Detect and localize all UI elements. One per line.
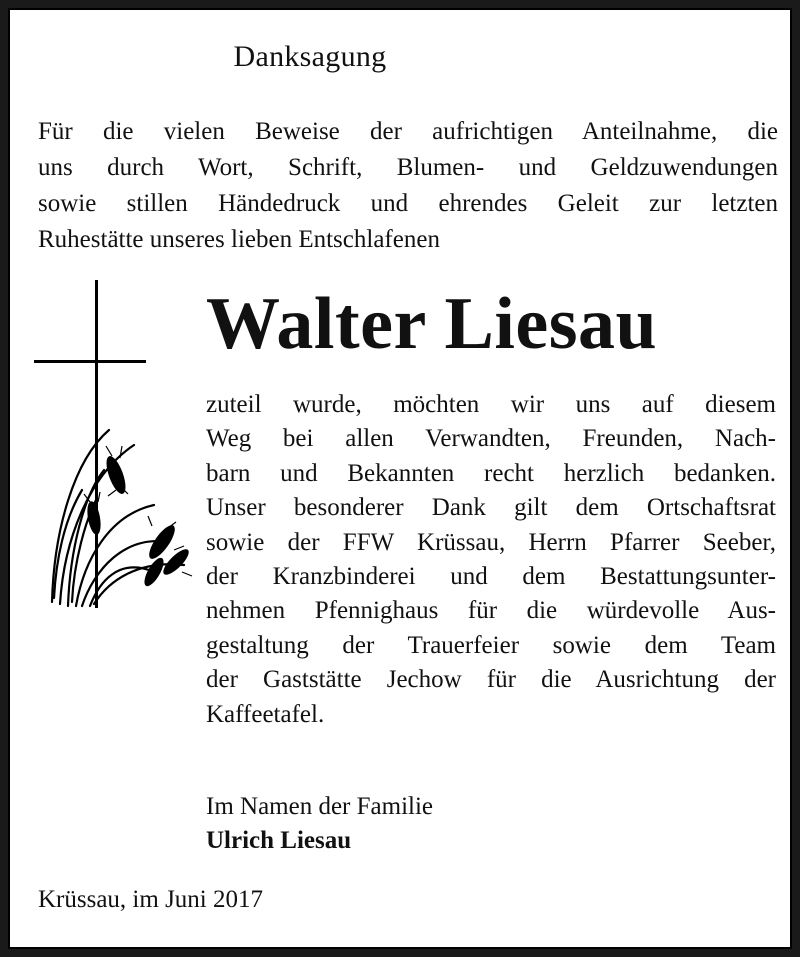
body-line: barn und Bekannten recht herzlich bedanken. [206,459,776,487]
body-line: Unser besonderer Dank gilt dem Ortschaftsrat [206,494,776,522]
body-paragraph [206,388,776,732]
deceased-name: Walter Liesau [206,283,658,365]
cross-with-grain-icon [34,280,194,620]
intro-line: uns durch Wort, Schrift, Blumen- und Geldzuwendungen [38,154,778,181]
body-line: gestaltung der Trauerfeier sowie dem Team [206,631,776,659]
notice-title: Danksagung [233,40,387,73]
intro-paragraph [38,114,778,258]
in-name-of-family: Im Namen der Familie [206,793,434,820]
body-line: Weg bei allen Verwandten, Freunden, Nach- [206,425,776,453]
intro-line: Für die vielen Beweise der aufrichtigen Anteilnahme, die [38,118,778,145]
body-line: der Gaststätte Jechow für die Ausrichtung der [206,666,776,694]
intro-line: Ruhestätte unseres lieben Entschlafenen [38,226,440,253]
signer-name: Ulrich Liesau [206,827,352,854]
closing-block [206,790,433,858]
body-line: Kaffeetafel. [206,700,325,728]
body-line: sowie der FFW Krüssau, Herrn Pfarrer Seeber, [206,528,776,556]
body-line: zuteil wurde, möchten wir uns auf diesem [206,391,776,418]
body-line: der Kranzbinderei und dem Bestattungsunter- [206,563,776,591]
body-line: nehmen Pfennighaus für die würdevolle Aus- [206,597,776,625]
intro-line: sowie stillen Händedruck und ehrendes Geleit zur letzten [38,190,778,217]
place-and-date: Krüssau, im Juni 2017 [38,886,263,913]
obituary-notice [8,8,792,949]
